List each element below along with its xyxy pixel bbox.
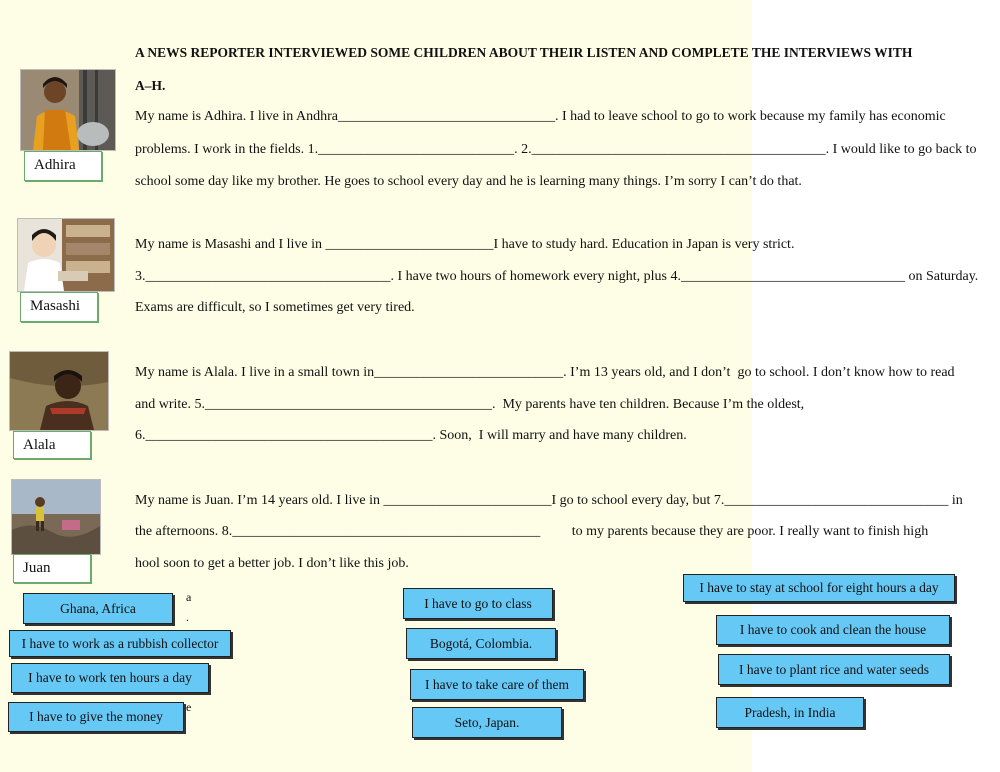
option-chip-plant-rice[interactable]: I have to plant rice and water seeds bbox=[718, 654, 950, 685]
stray-letter-a: a bbox=[186, 590, 192, 604]
option-chip-cook-and-clean[interactable]: I have to cook and clean the house bbox=[716, 615, 950, 645]
juan-photo bbox=[11, 479, 101, 555]
juan-name-label: Juan bbox=[13, 554, 91, 583]
adhira-text-line-1: My name is Adhira. I live in Andhra_______________________________. I had to leave school to go to work because my family has economic bbox=[135, 109, 946, 124]
alala-text-line-1: My name is Alala. I live in a small town in___________________________. I’m 13 years old, and I don’t go to school. I don’t know how to read bbox=[135, 365, 955, 380]
option-chip-ghana-africa[interactable]: Ghana, Africa bbox=[23, 593, 173, 624]
option-chip-stay-at-school[interactable]: I have to stay at school for eight hours a day bbox=[683, 574, 955, 602]
alala-photo bbox=[9, 351, 109, 431]
juan-text-line-3: hool soon to get a better job. I don’t like this job. bbox=[135, 556, 409, 571]
option-chip-bogota-colombia[interactable]: Bogotá, Colombia. bbox=[406, 628, 556, 659]
option-chip-work-rubbish-collector[interactable]: I have to work as a rubbish collector bbox=[9, 630, 231, 657]
option-chip-take-care-of-them[interactable]: I have to take care of them bbox=[410, 669, 584, 700]
adhira-text-line-2: problems. I work in the fields. 1.____________________________. 2.__________________________________________. I would like to go back to bbox=[135, 142, 977, 157]
masashi-photo bbox=[17, 218, 115, 292]
stray-letter-e: e bbox=[186, 700, 192, 714]
masashi-text-line-3: Exams are difficult, so I sometimes get very tired. bbox=[135, 300, 415, 315]
adhira-photo bbox=[20, 69, 116, 151]
option-chip-give-the-money[interactable]: I have to give the money bbox=[8, 702, 184, 732]
juan-text-line-2: the afternoons. 8.____________________________________________ to my parents because they are poor. I really want to finish high bbox=[135, 524, 929, 539]
worksheet-title-line2: A–H. bbox=[135, 78, 166, 93]
worksheet-title-line1: A NEWS REPORTER INTERVIEWED SOME CHILDREN ABOUT THEIR LISTEN AND COMPLETE THE INTERVIEWS WITH bbox=[135, 45, 913, 60]
option-chip-work-ten-hours[interactable]: I have to work ten hours a day bbox=[11, 663, 209, 693]
alala-text-line-3: 6._________________________________________. Soon, I will marry and have many children. bbox=[135, 428, 687, 443]
stray-letter-dot: . bbox=[186, 610, 189, 624]
masashi-text-line-2: 3.___________________________________. I have two hours of homework every night, plus 4.________________________________ on Saturday. bbox=[135, 269, 979, 284]
alala-name-label: Alala bbox=[13, 431, 91, 459]
option-chip-seto-japan[interactable]: Seto, Japan. bbox=[412, 707, 562, 738]
option-chip-pradesh-india[interactable]: Pradesh, in India bbox=[716, 697, 864, 728]
masashi-text-line-1: My name is Masashi and I live in ________________________I have to study hard. Education in Japan is very strict. bbox=[135, 237, 795, 252]
masashi-name-label: Masashi bbox=[20, 292, 98, 322]
option-chip-go-to-class[interactable]: I have to go to class bbox=[403, 588, 553, 619]
adhira-text-line-3: school some day like my brother. He goes to school every day and he is learning many things. I’m sorry I can’t do that. bbox=[135, 174, 802, 189]
alala-text-line-2: and write. 5._________________________________________. My parents have ten children. Because I’m the oldest, bbox=[135, 397, 805, 412]
adhira-name-label: Adhira bbox=[24, 151, 102, 181]
juan-text-line-1: My name is Juan. I’m 14 years old. I live in ________________________I go to school every day, but 7.________________________________ in bbox=[135, 493, 963, 508]
